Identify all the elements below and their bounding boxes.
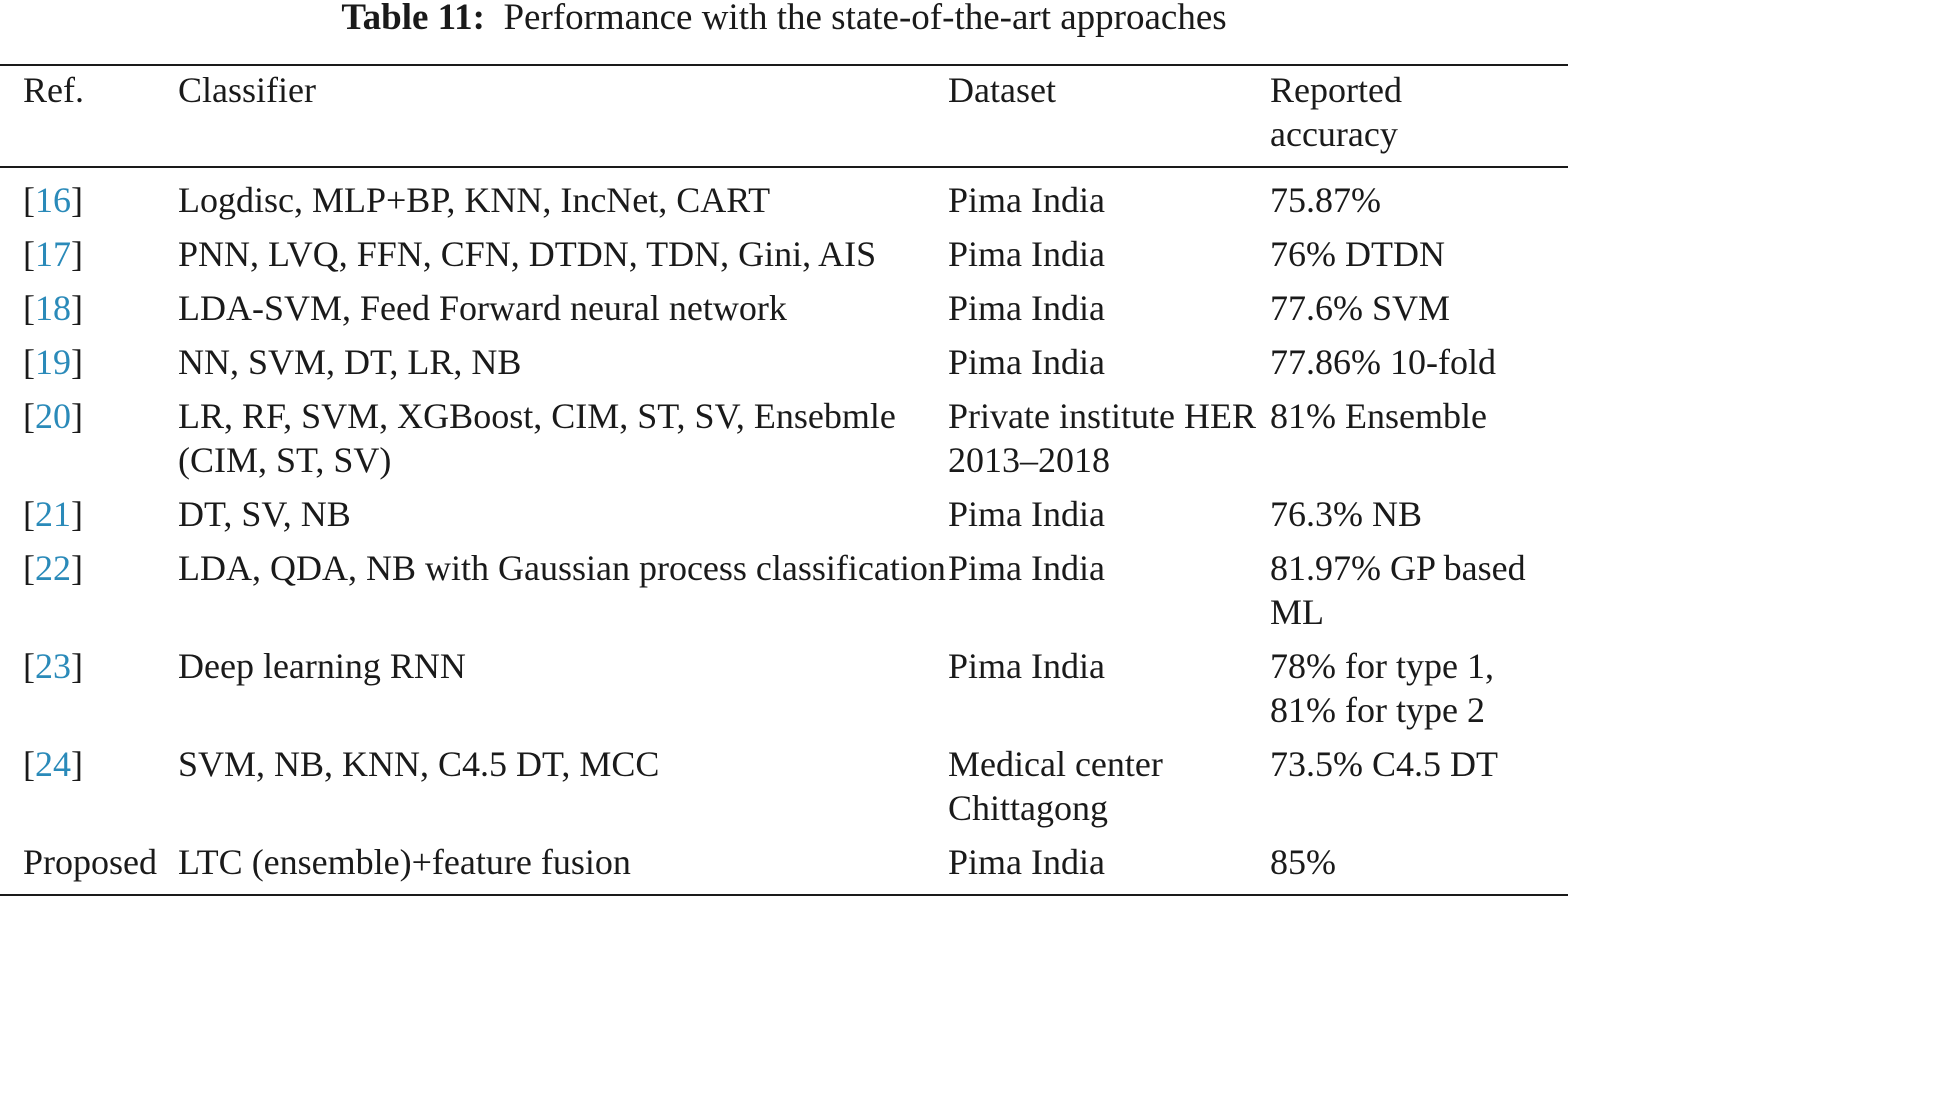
reference-link[interactable]: 19 [35, 342, 71, 382]
ref-cell: [23] [23, 646, 83, 686]
accuracy-cell: 73.5% C4.5 DT [1270, 744, 1498, 784]
table-row [0, 546, 1568, 644]
reference-link[interactable]: 21 [35, 494, 71, 534]
reference-link[interactable]: 23 [35, 646, 71, 686]
table-caption [0, 0, 1568, 36]
results-table-container [0, 64, 1568, 896]
classifier-cell: Deep learning RNN [178, 646, 466, 686]
results-table [0, 66, 1568, 166]
ref-cell: [16] [23, 180, 83, 220]
dataset-cell: Medical center Chittagong [948, 744, 1163, 828]
proposed-ref: Proposed [23, 842, 157, 882]
classifier-cell: NN, SVM, DT, LR, NB [178, 342, 522, 382]
proposed-classifier: LTC (ensemble)+feature fusion [178, 842, 631, 882]
proposed-dataset: Pima India [948, 842, 1105, 882]
header-row [0, 66, 1568, 166]
classifier-cell: LDA, QDA, NB with Gaussian process classification [178, 548, 946, 588]
ref-cell: [17] [23, 234, 83, 274]
proposed-accuracy: 85% [1270, 842, 1336, 882]
header-accuracy [1270, 66, 1568, 166]
table-row [0, 168, 1568, 232]
reference-link[interactable]: 18 [35, 288, 71, 328]
header-dataset: Dataset [948, 70, 1056, 110]
ref-cell: [19] [23, 342, 83, 382]
table-row [0, 286, 1568, 340]
accuracy-cell: 81% Ensemble [1270, 396, 1487, 436]
accuracy-cell: 81.97% GP based ML [1270, 548, 1526, 632]
reference-link[interactable]: 16 [35, 180, 71, 220]
results-table-body [0, 168, 1568, 894]
table-row [0, 340, 1568, 394]
classifier-cell: Logdisc, MLP+BP, KNN, IncNet, CART [178, 180, 771, 220]
header-accuracy-line2: accuracy [1270, 114, 1398, 154]
header-accuracy-line1: Reported [1270, 70, 1402, 110]
dataset-cell: Pima India [948, 494, 1105, 534]
dataset-cell: Pima India [948, 646, 1105, 686]
classifier-cell: LDA-SVM, Feed Forward neural network [178, 288, 787, 328]
header-classifier: Classifier [178, 70, 316, 110]
accuracy-cell: 75.87% [1270, 180, 1381, 220]
classifier-cell: LR, RF, SVM, XGBoost, CIM, ST, SV, Ensebmle (CIM, ST, SV) [178, 396, 896, 480]
reference-link[interactable]: 22 [35, 548, 71, 588]
dataset-cell: Pima India [948, 288, 1105, 328]
dataset-cell: Pima India [948, 180, 1105, 220]
accuracy-cell: 77.86% 10-fold [1270, 342, 1496, 382]
header-ref: Ref. [23, 70, 84, 110]
caption-label: Table 11: [341, 0, 485, 38]
ref-cell: [21] [23, 494, 83, 534]
ref-cell: [20] [23, 396, 83, 436]
classifier-cell: SVM, NB, KNN, C4.5 DT, MCC [178, 744, 660, 784]
dataset-cell: Pima India [948, 342, 1105, 382]
table-row [0, 394, 1568, 492]
reference-link[interactable]: 24 [35, 744, 71, 784]
table-row [0, 492, 1568, 546]
ref-cell: [22] [23, 548, 83, 588]
ref-cell: [24] [23, 744, 83, 784]
classifier-cell: PNN, LVQ, FFN, CFN, DTDN, TDN, Gini, AIS [178, 234, 877, 274]
accuracy-cell: 78% for type 1, 81% for type 2 [1270, 646, 1494, 730]
accuracy-cell: 76.3% NB [1270, 494, 1422, 534]
dataset-cell: Pima India [948, 234, 1105, 274]
caption-text: Performance with the state-of-the-art approaches [503, 0, 1227, 38]
table-row [0, 232, 1568, 286]
table-body [0, 168, 1568, 894]
dataset-cell: Private institute HER 2013–2018 [948, 396, 1256, 480]
reference-link[interactable]: 20 [35, 396, 71, 436]
bottom-rule [0, 894, 1568, 896]
table-row [0, 644, 1568, 742]
dataset-cell: Pima India [948, 548, 1105, 588]
ref-cell: [18] [23, 288, 83, 328]
accuracy-cell: 77.6% SVM [1270, 288, 1451, 328]
table-row-proposed [0, 840, 1568, 894]
classifier-cell: DT, SV, NB [178, 494, 351, 534]
reference-link[interactable]: 17 [35, 234, 71, 274]
table-row [0, 742, 1568, 840]
accuracy-cell: 76% DTDN [1270, 234, 1445, 274]
